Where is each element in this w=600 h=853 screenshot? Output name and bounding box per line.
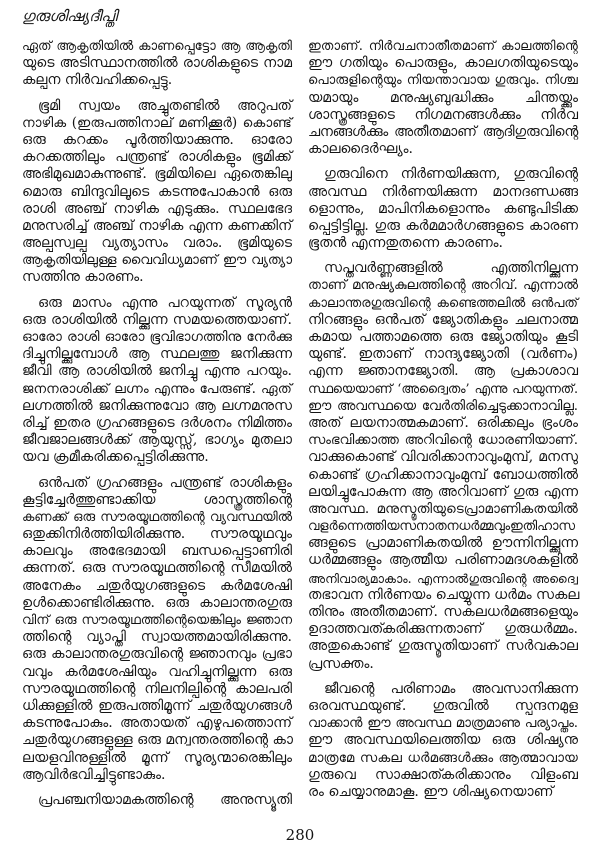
text-line: ഒരു രാശിയിൽ നില്ക്കുന്ന സമയത്തെയാണ്. <box>22 311 292 328</box>
text-line: കറക്കത്തിലും പന്ത്രണ്ട് രാശികളും ഭൂമിക്ക് <box>22 149 292 166</box>
text-line: കടന്നുപോകും. അതായത് എഴുപത്തൊന്ന് <box>22 715 292 732</box>
text-line: ഈ അവസ്ഥയെ വേർതിരിച്ചെടുക്കാനാവില്ല. <box>308 398 578 414</box>
text-line: നാഴിക (ഇരുപത്തിനാല് മണിക്കൂർ) കൊണ്ട് <box>22 114 292 131</box>
text-line: ഗുരുവെ സാക്ഷാത്കരിക്കാനും വിളംബ <box>308 766 578 783</box>
text-line: രാശി അഞ്ച് നാഴിക എടുക്കും. സ്ഥലഭേദ <box>22 200 292 217</box>
text-line: ഗുരുവിനെ നിർണയിക്കുന്ന, ഗുരുവിന്റെ <box>324 166 578 183</box>
text-line: അവസ്ഥ. മനുസ്മൃതിയുടെപ്രാമാണികതയിൽ <box>308 500 578 517</box>
text-line: ഉദാത്തവത്കരിക്കുന്നതാണ് ഗുരുധർമ്മം. <box>308 621 578 638</box>
paragraph <box>22 295 292 467</box>
text-line: സംഭവിക്കാത്ത അറിവിന്റെ ധോരണിയാണ്. <box>308 433 578 449</box>
text-line: ക്കുന്നത്. ഒരു സൗരയൂഥത്തിന്റെ സീമയിൽ <box>22 560 292 577</box>
text-line: കൊണ്ട് ഗ്രഹിക്കാനാവുംമുമ്പ് ബോധത്തിൽ <box>308 466 578 483</box>
text-line: ത്തിന്റെ വ്യാപ്തി സ്വായത്തമായിരിക്കുന്നു. <box>22 629 292 646</box>
text-line: താണ് മനുഷ്യകുലത്തിന്റെ അറിവ്. എന്നാൽ <box>308 278 578 294</box>
text-line: ജീവി ആ രാശിയിൽ ജനിച്ചു എന്നു പറയും. <box>22 363 292 380</box>
paragraph <box>22 475 292 784</box>
text-line: ചനങ്ങൾക്കും അതീതമാണ് ആദിഗുരുവിന്റെ <box>308 123 578 140</box>
text-line: അഭിമുഖമാകുന്നുണ്ട്. ഭൂമിയിലെ ഏതെങ്കിലു <box>22 166 292 183</box>
paragraph <box>22 38 292 90</box>
text-line: ലയിച്ചുപോകുന്ന ആ അറിവാണ് ഗുരു എന്ന <box>308 483 578 500</box>
running-head-title: ഗുരുശിഷ്യദീപ്തി <box>22 7 118 25</box>
text-line: യമായും മനുഷ്യബുദ്ധിക്കും ചിന്തയ്ക്കും <box>308 89 578 106</box>
text-line: അല്പസ്വല്പ വ്യത്യാസം വരാം. ഭൂമിയുടെ <box>22 235 292 252</box>
text-line: സൗരയൂഥത്തിന്റെ നിലനില്പിന്റെ കാലപരി <box>22 680 292 697</box>
text-line: ളൊന്നും, മാപിനികളൊന്നും കണ്ടുപിടിക്ക <box>308 200 578 217</box>
text-line: സപ്തവർണ്ണങ്ങളിൽ എത്തിനില്ക്കുന്ന <box>324 260 578 277</box>
text-line: കമായ പത്താമത്തെ ഒരു ജ്യോതിയും കൂടി <box>308 329 578 345</box>
text-line: ചതുർയുഗങ്ങളുള്ള ഒരു മന്വന്തരത്തിന്റെ കാ <box>22 732 293 749</box>
text-line: ദിച്ചുനില്ക്കുമ്പോൾ ആ സ്ഥലത്തു ജനിക്കുന്ന <box>22 346 292 363</box>
text-line: തഭാവന നിർണയം ചെയ്യുന്ന ധർമം സകല <box>308 586 580 603</box>
text-line: അതുകൊണ്ട് ഗുരുസ്മൃതിയാണ് സർവകാല <box>308 638 578 655</box>
right-text-column <box>308 38 578 801</box>
text-line: വാക്കുകൊണ്ട് വിവരിക്കാനാവുംമുമ്പ്, മനസു <box>308 449 578 466</box>
text-line: ആകൃതിയിലുള്ള വൈവിധ്യമാണ് ഈ വ്യത്യാ <box>22 253 292 269</box>
text-line: പൊരുളിന്റെയും നിയന്താവായ ഗുരുവും. നിശ്ച <box>308 73 578 89</box>
text-line: മൊരു ബിന്ദുവിലൂടെ കടന്നുപോകാൻ ഒരു <box>22 183 292 200</box>
text-line: യുടെ അടിസ്ഥാനത്തിൽ രാശികളുടെ നാമ <box>22 55 292 72</box>
paragraph <box>308 260 578 673</box>
text-line: പ്പെട്ടിട്ടില്ല. ഗുരു കർമമാർഗങ്ങളുടെ കാരണ <box>308 217 578 234</box>
text-line: ഉൾക്കൊണ്ടിരിക്കുന്നു. ഒരു കാലാന്തരഗുരു <box>22 594 292 611</box>
text-line: ലഗ്നത്തിൽ ജനിക്കുന്നുവോ ആ ലഗ്നമനുസ <box>22 397 292 414</box>
text-line: ഒരു മാസം എന്നു പറയുന്നത് സൂര്യൻ <box>38 294 292 311</box>
text-line: ഓരോ രാശി ഓരോ ഭൂവിഭാഗത്തിനു നേർക്കു <box>22 329 292 345</box>
text-line: ഭൂമി സ്വയം അച്ചുതണ്ടിൽ അറുപത് <box>38 97 292 114</box>
text-line: അവസ്ഥ നിർണയിക്കുന്ന മാനദണ്ഡങ്ങ <box>308 183 578 200</box>
text-line: കണക്ക് ഒരു സൗരയൂഥത്തിന്റെ വ്യവസ്ഥയിൽ <box>22 509 292 525</box>
text-line: പ്രപഞ്ചനിയാമകത്തിന്റെ അനുസ്യൂതി <box>38 791 292 808</box>
paragraph <box>308 166 578 252</box>
text-line: ഒരവസ്ഥയുണ്ട്. ഗുരുവിൽ സ്പന്ദനമുള <box>308 697 578 714</box>
text-line: ഒതുക്കിനിർത്തിയിരിക്കുന്നു. സൗരയൂഥവും <box>22 526 292 543</box>
text-line: ഒൻപത് ഗ്രഹങ്ങളും പന്ത്രണ്ട് രാശികളും <box>38 474 292 491</box>
text-line: അനേകം ചതുർയുഗങ്ങളുടെ കർമശേഷി <box>22 577 292 594</box>
text-line: സ്ഥയെയാണ് ‘അദ്വൈതം’ എന്നു പറയുന്നത്. <box>308 381 578 397</box>
text-line: ധിക്കുള്ളിൽ ഇരുപത്തിമൂന്ന് ചതുർയുഗങ്ങൾ <box>22 697 292 714</box>
text-line: ധർമ്മങ്ങളും ആത്മീയ പരിണാമദശകളിൽ <box>308 552 578 569</box>
text-line: അനിവാര്യമാകാം. എന്നാൽഗുരുവിന്റെ അദ്വൈ <box>308 570 578 586</box>
text-line: രം ചെയ്യാനുമാകൂ. ഈ ശിഷ്യനെയാണ് <box>308 783 554 800</box>
text-line: ലയളവിനുള്ളിൽ മൂന്ന് സൂര്യന്മാരെങ്കിലും <box>22 749 292 766</box>
paragraph <box>22 792 292 809</box>
text-line: കാലവും അഭേദമായി ബന്ധപ്പെട്ടാണിരി <box>22 543 292 560</box>
text-line: ഭൂതൻ എന്നതുതന്നെ കാരണം. <box>308 235 503 252</box>
paragraph <box>22 98 292 287</box>
text-line: ശാസ്ത്രങ്ങളുടെ നിഗമനങ്ങൾക്കും നിർവ <box>308 106 578 123</box>
text-line: മനുസരിച്ച് അഞ്ച് നാഴിക എന്ന കണക്കിന് <box>22 217 292 234</box>
text-line: യുണ്ട്. ഇതാണ് നാന്ദ്യജ്യോതി (വർണം) <box>308 346 578 363</box>
text-line: വളർന്നെത്തിയസനാതനധർമ്മവുംഇതിഹാസ <box>308 519 575 535</box>
text-line: സത്തിനു കാരണം. <box>22 269 144 286</box>
text-line: ങ്ങളുടെ പ്രാമാണികതയിൽ ഊന്നിനില്ക്കുന്ന <box>308 535 578 552</box>
paragraph <box>308 681 578 801</box>
text-line: ജീവന്റെ പരിണാമം അവസാനിക്കുന്ന <box>324 680 578 697</box>
text-line: ആവിർഭവിച്ചിട്ടുണ്ടാകും. <box>22 766 166 783</box>
text-line: ഈ ഗതിയും പൊരുളും, കാലഗതിയുടെയും <box>308 55 578 72</box>
text-line: ഒരു കാലാന്തരഗുരുവിന്റെ ജ്ഞാനവും പ്രഭാ <box>22 646 292 663</box>
paragraph <box>308 38 578 158</box>
text-line: രിച്ച് ഇതര ഗ്രഹങ്ങളുടെ ദർശനം നിമിത്തം <box>22 414 292 431</box>
left-text-column <box>22 38 292 809</box>
text-line: കല്പന നിർവഹിക്കപ്പെട്ടു. <box>22 72 173 89</box>
text-line: തിനും അതീതമാണ്. സകലധർമങ്ങളെയും <box>308 604 578 620</box>
text-line: മാത്രമേ സകല ധർമങ്ങൾക്കും ആത്മാവായ <box>308 749 578 766</box>
page-number: 280 <box>285 826 315 844</box>
text-line: യവ ക്രമീകരിക്കപ്പെട്ടിരിക്കുന്നു. <box>22 449 209 466</box>
text-line: ഒരു കറക്കം പൂർത്തിയാക്കുന്നു. ഓരോ <box>22 131 292 148</box>
text-line: ജീവജാലങ്ങൾക്ക് ആയുസ്സ്, ഭാഗ്യം മുതലാ <box>22 432 292 449</box>
text-line: ഈ അവസ്ഥയിലെത്തിയ ഒരു ശിഷ്യനു <box>308 732 578 749</box>
text-line: ജനനരാശിക്ക് ലഗ്നം എന്നും പേരുണ്ട്. ഏത് <box>22 380 292 397</box>
text-line: നിറങ്ങളും ഒൻപത് ജ്യോതികളും ചലനാത്മ <box>308 311 578 328</box>
text-line: കാലദൈർഘ്യം. <box>308 141 413 158</box>
text-line: ഇതാണ്. നിർവചനാതീതമാണ് കാലത്തിന്റെ <box>308 39 578 54</box>
text-line: അത് ലയനാത്മകമാണ്. ഒരിക്കലും ഭ്രംശം <box>308 414 578 431</box>
text-line: വിന് ഒരു സൗരയൂഥത്തിന്റെയെങ്കിലും ജ്ഞാന <box>22 613 292 628</box>
text-line: ഏത് ആകൃതിയിൽ കാണപ്പെട്ടോ ആ ആകൃതി <box>22 39 292 54</box>
text-line: കാലാന്തരഗുരുവിന്റെ കണ്ടെത്തലിൽ ഒൻപത് <box>308 295 578 311</box>
text-line: കൂട്ടിച്ചേർത്തുണ്ടാക്കിയ ശാസ്ത്രത്തിന്റെ <box>22 491 292 508</box>
text-line: വവും കർമശേഷിയും വഹിച്ചുനില്ക്കുന്ന ഒരു <box>22 663 292 680</box>
text-line: പ്രസക്തം. <box>308 655 374 672</box>
text-line: വാക്കാൻ ഈ അവസ്ഥ മാത്രമാണു പര്യാപ്തം. <box>308 716 578 732</box>
text-line: എന്ന ജ്ഞാനജ്യോതി. ആ പ്രകാശാവ <box>308 363 578 380</box>
